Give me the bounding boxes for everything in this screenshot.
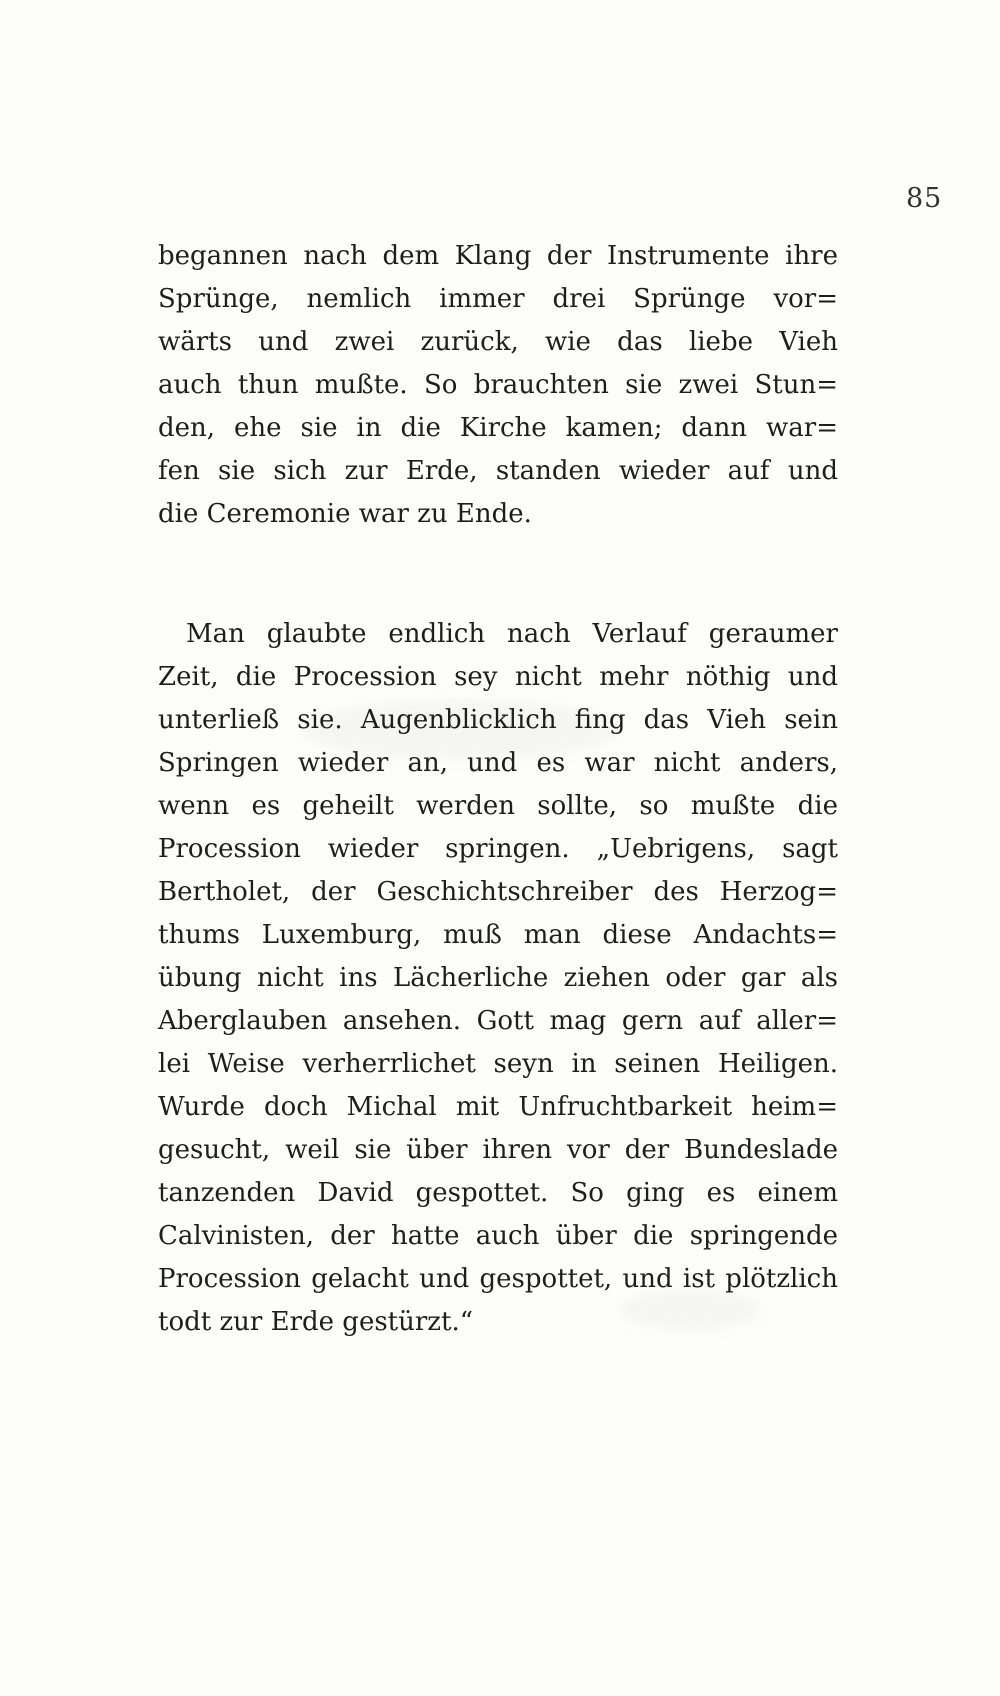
text-line: auch thun mußte. So brauchten sie zwei Stun= (158, 370, 838, 400)
text-line: die Ceremonie war zu Ende. (158, 499, 532, 529)
text-line: thums Luxemburg, muß man diese Andachts= (158, 920, 838, 950)
text-line: übung nicht ins Lächerliche ziehen oder gar als (158, 963, 838, 993)
text-line: Sprünge, nemlich immer drei Sprünge vor= (158, 284, 838, 314)
text-line: begannen nach dem Klang der Instrumente ihre (158, 241, 838, 271)
text-line: fen sie sich zur Erde, standen wieder auf und (158, 456, 838, 486)
text-line: tanzenden David gespottet. So ging es einem (158, 1178, 838, 1208)
text-line: Man glaubte endlich nach Verlauf geraumer (186, 619, 838, 649)
text-line: unterließ sie. Augenblicklich fing das Vieh sein (158, 705, 838, 735)
text-line: wärts und zwei zurück, wie das liebe Vieh (158, 327, 838, 357)
text-line: den, ehe sie in die Kirche kamen; dann war= (158, 413, 838, 443)
text-line: Calvinisten, der hatte auch über die springende (158, 1221, 838, 1251)
text-line: Zeit, die Procession sey nicht mehr nöthig und (158, 662, 838, 692)
text-line: lei Weise verherrlichet seyn in seinen Heiligen. (158, 1049, 838, 1079)
text-line: Bertholet, der Geschichtschreiber des Herzog= (158, 877, 838, 907)
text-line: todt zur Erde gestürzt.“ (158, 1307, 473, 1337)
text-line: Procession wieder springen. „Uebrigens, sagt (158, 834, 838, 864)
page-number: 85 (906, 183, 943, 214)
text-line: Procession gelacht und gespottet, und ist plötzlich (158, 1264, 838, 1294)
text-line: gesucht, weil sie über ihren vor der Bundeslade (158, 1135, 838, 1165)
text-line: Wurde doch Michal mit Unfruchtbarkeit heim= (158, 1092, 838, 1122)
text-line: Aberglauben ansehen. Gott mag gern auf aller= (158, 1006, 838, 1036)
text-line: Springen wieder an, und es war nicht anders, (158, 748, 838, 778)
text-line: wenn es geheilt werden sollte, so mußte die (158, 791, 838, 821)
